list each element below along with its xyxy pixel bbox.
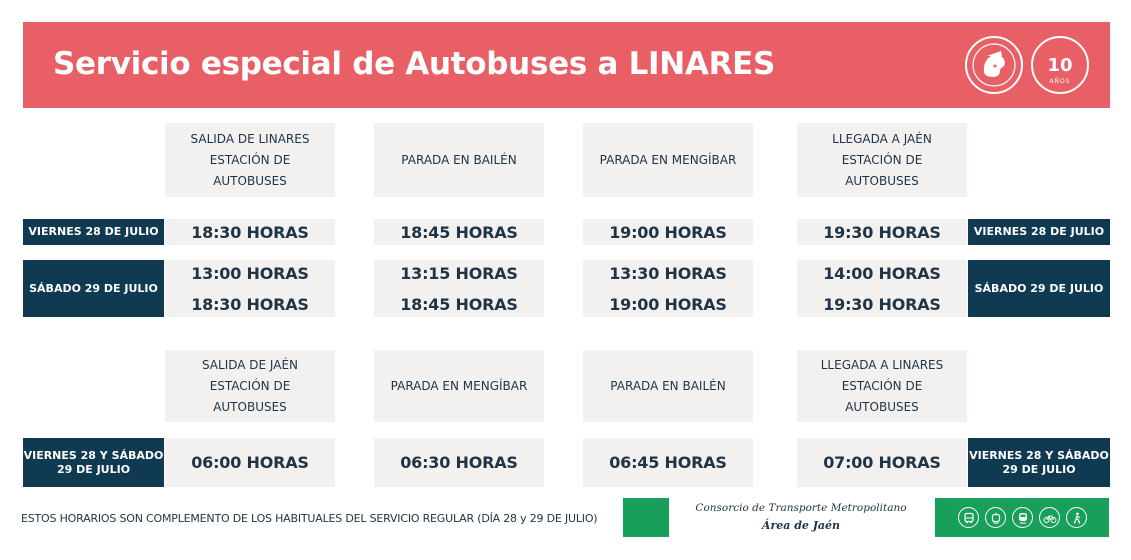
anniversary-number: 10 <box>1047 54 1073 76</box>
consorcio-logo-text: Consorcio de Transporte Metropolitano Área de Jaén <box>695 502 907 532</box>
time-cell: 19:00 HORAS <box>583 219 753 245</box>
stop-header-bailen: PARADA EN BAILÉN <box>374 123 544 197</box>
day-label-friday-left: VIERNES 28 DE JULIO <box>23 219 164 245</box>
time-cell-pair: 13:30 HORAS 19:00 HORAS <box>583 260 753 317</box>
day-label-saturday-right: SÁBADO 29 DE JULIO <box>968 260 1110 317</box>
train-icon <box>1012 507 1033 528</box>
time-cell: 06:30 HORAS <box>374 438 544 487</box>
transport-modes-bar <box>935 498 1109 537</box>
stop-header-linares-arrival: LLEGADA A LINARES ESTACIÓN DE AUTOBUSES <box>797 350 967 422</box>
day-label-saturday-left: SÁBADO 29 DE JULIO <box>23 260 164 317</box>
header-banner <box>23 22 1110 108</box>
bicycle-icon <box>1039 507 1060 528</box>
stop-header-jaen-departure: SALIDA DE JAÉN ESTACIÓN DE AUTOBUSES <box>165 350 335 422</box>
time-cell: 06:00 HORAS <box>165 438 335 487</box>
stop-header-bailen-return: PARADA EN BAILÉN <box>583 350 753 422</box>
time-cell-pair: 14:00 HORAS 19:30 HORAS <box>797 260 967 317</box>
time-cell: 07:00 HORAS <box>797 438 967 487</box>
time-cell-pair: 13:00 HORAS 18:30 HORAS <box>165 260 335 317</box>
pedestrian-icon <box>1066 507 1087 528</box>
stop-header-linares-departure: SALIDA DE LINARES ESTACIÓN DE AUTOBUSES <box>165 123 335 197</box>
anniversary-sub: AÑOS <box>1049 78 1071 85</box>
time-cell: 18:45 HORAS <box>374 219 544 245</box>
footer-note: ESTOS HORARIOS SON COMPLEMENTO DE LOS HABITUALES DEL SERVICIO REGULAR (DÍA 28 y 29 DE JULIO) <box>21 512 598 525</box>
stop-header-jaen-arrival: LLEGADA A JAÉN ESTACIÓN DE AUTOBUSES <box>797 123 967 197</box>
tram-icon <box>985 507 1006 528</box>
time-cell: 18:30 HORAS <box>165 219 335 245</box>
day-label-fri-sat-left: VIERNES 28 Y SÁBADO 29 DE JULIO <box>23 438 164 487</box>
day-label-friday-right: VIERNES 28 DE JULIO <box>968 219 1110 245</box>
page-title: Servicio especial de Autobuses a LINARES <box>53 46 776 82</box>
stop-header-mengibar: PARADA EN MENGÍBAR <box>583 123 753 197</box>
bus-icon <box>958 507 979 528</box>
stop-header-mengibar-return: PARADA EN MENGÍBAR <box>374 350 544 422</box>
anniversary-logo-icon <box>1031 36 1089 94</box>
time-cell: 19:30 HORAS <box>797 219 967 245</box>
day-label-fri-sat-right: VIERNES 28 Y SÁBADO 29 DE JULIO <box>968 438 1110 487</box>
time-cell-pair: 13:15 HORAS 18:45 HORAS <box>374 260 544 317</box>
green-block <box>623 498 669 537</box>
mascot-logo-icon <box>965 36 1023 94</box>
time-cell: 06:45 HORAS <box>583 438 753 487</box>
